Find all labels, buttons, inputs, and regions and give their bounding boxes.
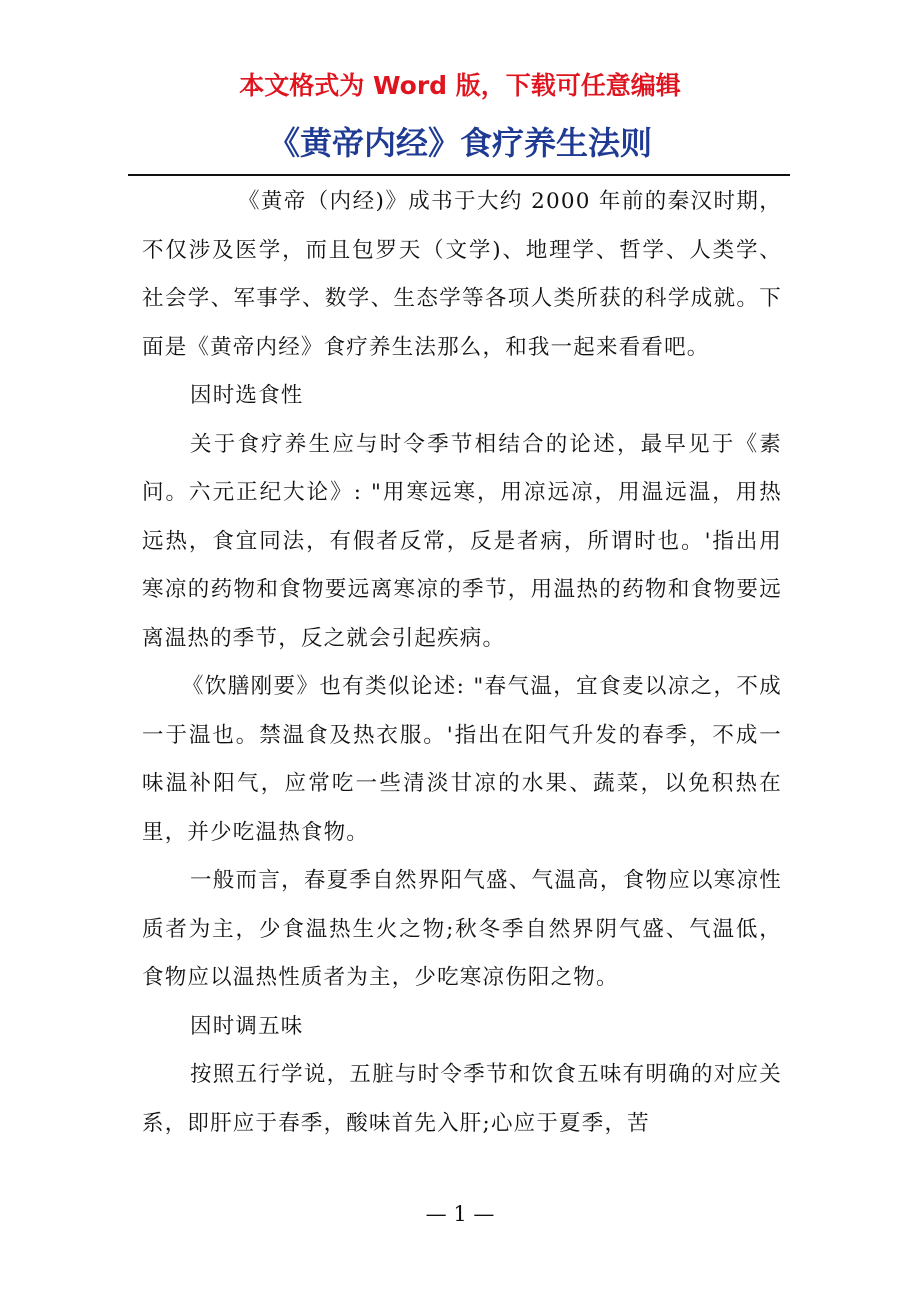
document-title: 《黄帝内经》食疗养生法则 (267, 124, 652, 162)
paragraph-general: 一般而言，春夏季自然界阳气盛、气温高，食物应以寒凉性质者为主，少食温热生火之物;秋冬季自然界阴气盛、气温低，食物应以温热性质者为主，少吃寒凉伤阳之物。 (142, 868, 782, 990)
paragraph-five-elements: 按照五行学说，五脏与时令季节和饮食五味有明确的对应关系，即肝应于春季，酸味首先入肝;心应于夏季，苦 (142, 1062, 782, 1136)
page-number: — 1 — (425, 1202, 495, 1226)
title-rule (128, 174, 790, 176)
document-body (142, 178, 782, 1148)
paragraph-intro: 《黄帝（内经)》成书于大约 2000 年前的秦汉时期， 不仅涉及医学，而且包罗天（文学)、地理学、哲学、人类学、社会学、军事学、数学、生态学等各项人类所获的科学成就。下面是《黄帝内经》食疗养生法那么，和我一起来看看吧。 (142, 189, 782, 360)
format-notice: 本文格式为 Word 版，下载可任意编辑 (239, 71, 681, 100)
paragraph-suwen: 关于食疗养生应与时令季节相结合的论述，最早见于《素问。六元正纪大论》: "用寒远寒，用凉远凉，用温远温，用热远热，食宜同法，有假者反常，反是者病，所谓时也。'指出用寒凉的药物和食物要远离寒凉的季节，用温热的药物和食物要远离温热的季节，反之就会引起疾病。 (142, 431, 782, 651)
paragraph-yinshan: 《饮膳刚要》也有类似论述: "春气温，宜食麦以凉之，不成一于温也。禁温食及热衣服。'指出在阳气升发的春季，不成一味温补阳气，应常吃一些清淡甘凉的水果、蔬菜，以免积热在里，并少吃温热食物。 (142, 674, 782, 845)
section-heading-five-flavors: 因时调五味 (190, 1013, 304, 1039)
section-heading-food-nature: 因时选食性 (190, 383, 304, 408)
